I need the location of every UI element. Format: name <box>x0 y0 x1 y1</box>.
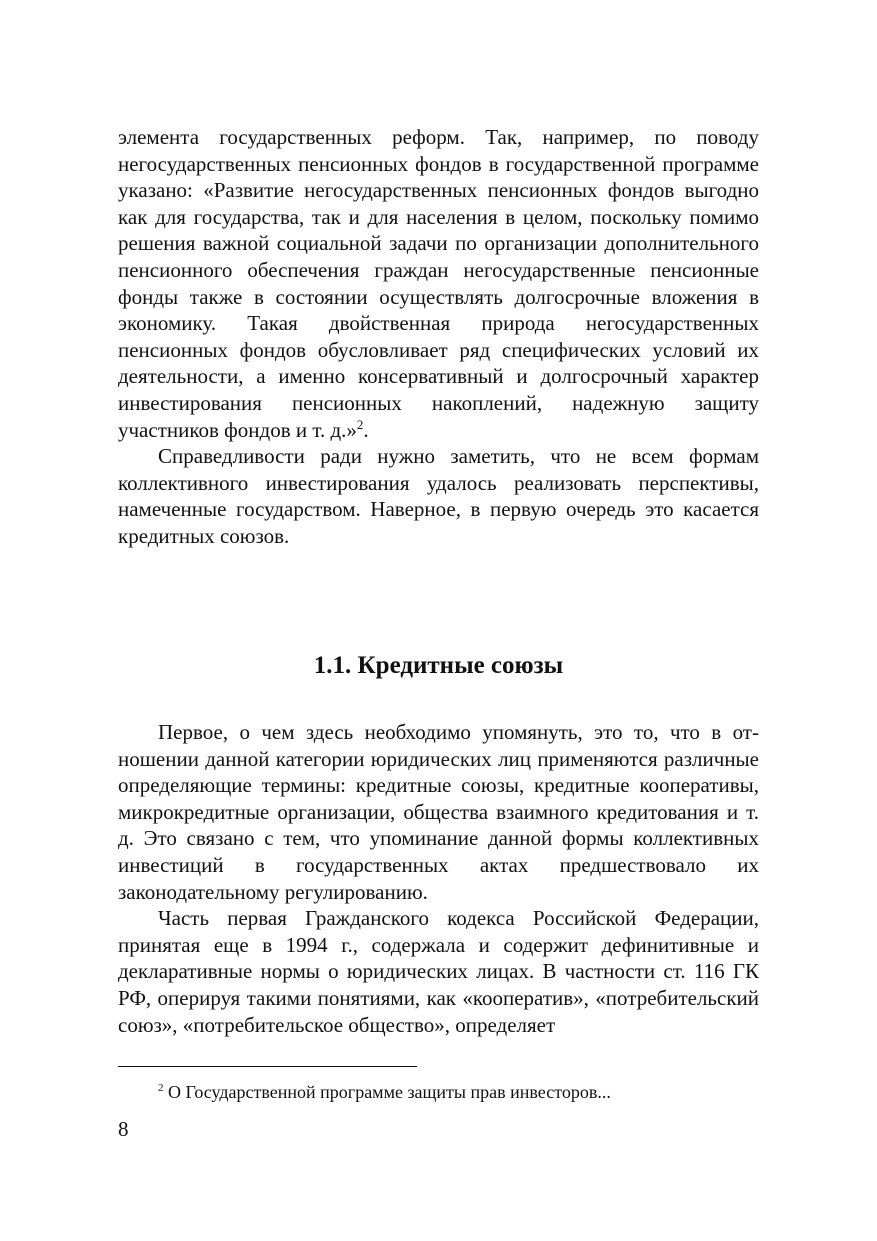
footnote-reference: 2 <box>356 416 364 432</box>
footnote-marker: 2 <box>158 1082 164 1094</box>
page-number: 8 <box>118 1117 129 1141</box>
paragraph-continuation-text: элемента государственных реформ. Так, например, по поводу негосударственных пенсионных фондов в государственной программе указано: «Развитие негосударственных пенсионных фондов выгодно как для государства, так и для населения в целом, поскольку помимо решения важной социальной задачи по организации дополнительного пенсионного обеспечения граждан негосударственные пенсионные фонды также в состоянии осуществлять долгосрочные вложения в экономику. Такая двойственная природа негосударственных пенсионных фондов обусловливает ряд специфических условий их деятельности, а именно консервативный и долгосрочный характер инвестирования пенсионных накоплений, надежную защиту участников фондов и т. д.» <box>118 125 759 442</box>
paragraph: Первое, о чем здесь необходимо упомянуть, это то, что в отношении данной категории юридических лиц применяются различные определяющие термины: кредитные союзы, кредитные кооперативы, микрокредитные организации, общества взаимного кредитования и т. д. Это связано с тем, что упоминание данной формы коллективных инвестиций в государственных актах предшествовало их законодательному регулированию. <box>118 720 759 904</box>
footnote <box>158 1080 611 1104</box>
paragraph: Справедливости ради нужно заметить, что не всем формам коллективного инвестирования удалось реализовать перспективы, намеченные государством. Наверное, в первую очередь это касается кредитных союзов. <box>118 444 759 548</box>
paragraph-continuation-end: . <box>363 417 369 442</box>
section-heading: 1.1. Кредитные союзы <box>313 652 564 679</box>
footnote-divider <box>118 1066 417 1067</box>
footnote-text: О Государственной программе защиты прав инвесторов... <box>163 1082 611 1102</box>
body-text-top <box>118 124 759 550</box>
body-text-section <box>118 719 759 1038</box>
paragraph-continuation <box>118 124 759 443</box>
paragraph: Часть первая Гражданского кодекса Российской Федерации, принятая еще в 1994 г., содержала и содержит дефинитивные и декларативные нормы о юридических лицах. В частности ст. 116 ГК РФ, оперируя такими понятиями, как «кооператив», «потребительский союз», «потребительское общество», определяет <box>118 906 759 1037</box>
